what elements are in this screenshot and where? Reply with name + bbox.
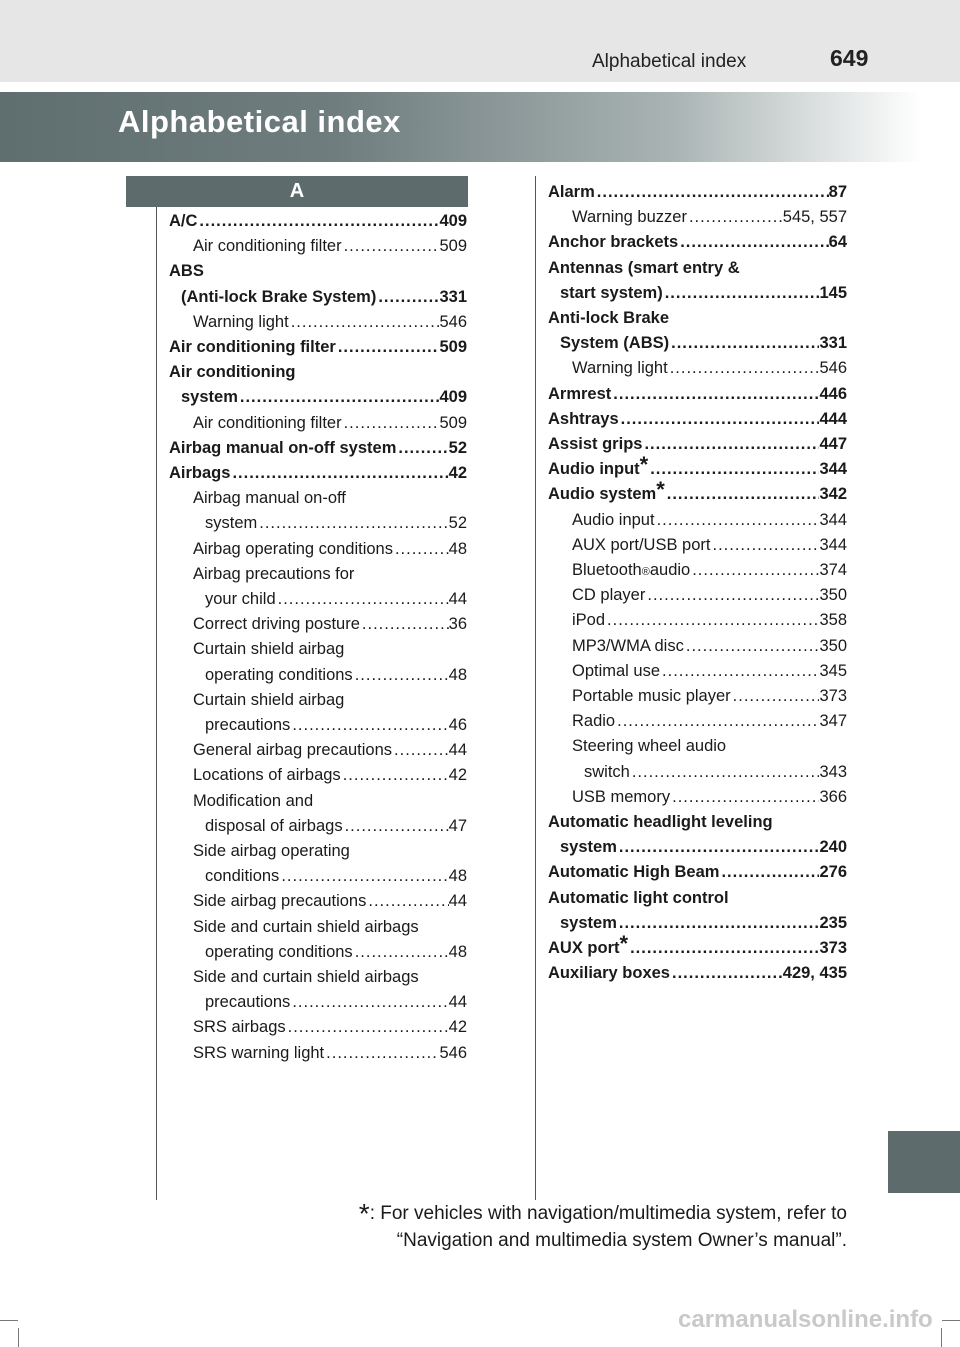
entry-page-number: 347 xyxy=(819,712,847,731)
entry-page-number: 342 xyxy=(819,485,847,504)
index-entry xyxy=(169,461,467,486)
entry-label: Modification and xyxy=(193,791,314,810)
leader-dots xyxy=(719,860,819,885)
index-entry xyxy=(193,411,467,436)
entry-page-number: 366 xyxy=(819,787,847,806)
index-entry xyxy=(193,738,467,763)
entry-page-number: 447 xyxy=(819,435,847,453)
entry-label: Air conditioning filter xyxy=(169,338,336,356)
index-entry xyxy=(193,1015,467,1040)
index-entry xyxy=(193,486,467,511)
leader-dots xyxy=(336,335,440,360)
entry-page-number: 48 xyxy=(448,539,467,558)
index-entry xyxy=(205,663,467,688)
entry-label: Airbags xyxy=(169,464,231,482)
index-entry xyxy=(572,785,847,810)
entry-page-number: 546 xyxy=(439,312,467,331)
footnote xyxy=(300,1200,847,1254)
entry-label: Curtain shield airbag xyxy=(193,640,345,659)
entry-label: USB memory xyxy=(572,787,671,806)
entry-page-number: 446 xyxy=(819,384,847,403)
index-entry xyxy=(181,285,467,310)
entry-page-number: 509 xyxy=(439,413,467,432)
entry-page-number: 331 xyxy=(439,287,467,306)
index-entry xyxy=(169,335,467,360)
entry-label: Auxiliary boxes xyxy=(548,964,670,983)
leader-dots xyxy=(376,285,439,310)
column-divider-left xyxy=(156,207,157,1200)
entry-label: Audio system xyxy=(548,485,657,504)
entry-label: SRS airbags xyxy=(193,1018,286,1037)
index-entry xyxy=(193,889,467,914)
entry-label: MP3/WMA disc xyxy=(572,636,684,655)
index-entry xyxy=(193,789,467,814)
index-entry: Audio input * ..... 344 xyxy=(548,457,847,482)
entry-label: Airbag manual on-off system xyxy=(169,438,397,457)
entry-page-number: 47 xyxy=(448,816,467,835)
leader-dots xyxy=(731,684,820,709)
leader-dots xyxy=(353,663,449,688)
footnote-asterisk: * xyxy=(358,1198,370,1229)
index-entry xyxy=(548,382,847,407)
section-thumb-tab xyxy=(888,1131,960,1193)
entry-page-number: 345 xyxy=(819,661,847,680)
index-entry xyxy=(205,587,467,612)
leader-dots xyxy=(595,180,829,205)
leader-dots xyxy=(670,961,783,986)
entry-label: your child xyxy=(205,590,276,608)
entry-page-number: 546 xyxy=(819,359,847,378)
leader-dots xyxy=(342,234,440,259)
entry-page-number: 358 xyxy=(819,611,847,630)
watermark: carmanualsonline.info xyxy=(678,1306,933,1333)
index-entry xyxy=(205,713,467,738)
entry-page-number: 44 xyxy=(448,993,467,1012)
entry-label: Correct driving posture xyxy=(193,615,360,634)
leader-dots xyxy=(663,281,820,306)
entry-label: conditions xyxy=(205,867,280,886)
entry-label: Armrest xyxy=(548,384,612,403)
index-entry: Audio system * ..... 342 xyxy=(548,482,847,507)
index-entry xyxy=(548,432,847,457)
entry-label: Steering wheel audio xyxy=(572,737,727,756)
entry-label: AUX port xyxy=(548,939,620,957)
entry-page-number: 344 xyxy=(819,510,847,529)
index-entry xyxy=(205,511,467,536)
crop-mark xyxy=(942,1320,960,1321)
crop-mark xyxy=(0,1320,18,1321)
index-entry xyxy=(548,180,847,205)
entry-page-number: 350 xyxy=(819,636,847,655)
index-entry xyxy=(548,810,847,835)
leader-dots xyxy=(684,634,820,659)
index-entry xyxy=(572,659,847,684)
leader-dots xyxy=(648,457,819,482)
entry-label: Automatic headlight leveling xyxy=(548,813,773,831)
entry-label: Air conditioning filter xyxy=(193,237,342,256)
entry-label: SRS warning light xyxy=(193,1043,325,1062)
entry-page-number: 331 xyxy=(819,334,847,353)
entry-page-number: 374 xyxy=(819,561,847,579)
entry-page-number: 429, 435 xyxy=(782,964,847,983)
entry-page-number: 36 xyxy=(448,615,467,634)
entry-page-number: 373 xyxy=(819,939,847,957)
index-entry xyxy=(193,637,467,662)
entry-page-number: 276 xyxy=(819,863,847,882)
entry-page-number: 145 xyxy=(819,283,847,302)
leader-dots xyxy=(690,558,819,583)
entry-label: operating conditions xyxy=(205,665,353,684)
index-entry xyxy=(572,533,847,558)
entry-label: Ashtrays xyxy=(548,409,619,428)
entry-label: system xyxy=(205,514,258,533)
index-entry xyxy=(548,886,847,911)
entry-label-suffix: audio xyxy=(649,561,691,579)
entry-label: Assist grips xyxy=(548,435,643,453)
leader-dots xyxy=(619,407,820,432)
index-entry xyxy=(205,864,467,889)
index-entry xyxy=(584,760,847,785)
leader-dots xyxy=(279,864,448,889)
entry-label: Bluetooth xyxy=(572,561,642,579)
section-letter-header: A xyxy=(126,176,468,207)
leader-dots xyxy=(393,537,449,562)
index-entry xyxy=(572,356,847,381)
entry-label: disposal of airbags xyxy=(205,816,343,835)
index-entry xyxy=(193,234,467,259)
page-number: 649 xyxy=(830,45,869,71)
index-entry xyxy=(193,688,467,713)
index-entry xyxy=(193,562,467,587)
entry-label: Locations of airbags xyxy=(193,766,341,785)
entry-label: Air conditioning filter xyxy=(193,413,342,432)
entry-label: Warning buzzer xyxy=(572,208,687,227)
entry-label: system xyxy=(181,388,238,407)
index-entry xyxy=(169,436,467,461)
index-entry: Bluetooth ® audio ..... 374 xyxy=(572,558,847,583)
index-entry xyxy=(169,360,467,385)
entry-page-number: 42 xyxy=(448,1018,467,1037)
entry-page-number: 344 xyxy=(819,535,847,554)
title-banner xyxy=(0,92,960,162)
entry-label: (Anti-lock Brake System) xyxy=(181,287,377,306)
leader-dots xyxy=(257,511,448,536)
entry-page-number: 235 xyxy=(819,913,847,932)
entry-label: CD player xyxy=(572,586,646,605)
index-entry xyxy=(548,860,847,885)
index-entry xyxy=(572,684,847,709)
entry-label: Side and curtain shield airbags xyxy=(193,917,419,936)
index-entry xyxy=(169,209,467,234)
entry-page-number: 48 xyxy=(448,867,467,886)
leader-dots xyxy=(665,482,820,507)
index-entry xyxy=(572,205,847,230)
entry-label: Audio input xyxy=(548,460,640,479)
leader-dots xyxy=(290,713,448,738)
leader-dots xyxy=(710,533,819,558)
entry-page-number: 545, 557 xyxy=(782,208,847,227)
leader-dots xyxy=(230,461,448,486)
index-entry xyxy=(548,407,847,432)
index-entry xyxy=(560,281,847,306)
leader-dots xyxy=(660,659,819,684)
index-entry xyxy=(169,259,467,284)
page-title: Alphabetical index xyxy=(118,104,401,139)
leader-dots xyxy=(642,432,819,457)
entry-page-number: 373 xyxy=(819,687,847,705)
index-entry xyxy=(572,634,847,659)
entry-label: Airbag manual on-off xyxy=(193,489,346,508)
entry-page-number: 52 xyxy=(448,514,467,533)
leader-dots xyxy=(630,760,820,785)
entry-page-number: 240 xyxy=(819,838,847,857)
running-title: Alphabetical index xyxy=(592,51,747,72)
leader-dots xyxy=(687,205,783,230)
leader-dots xyxy=(286,1015,449,1040)
entry-label: system xyxy=(560,838,617,857)
entry-page-number: 546 xyxy=(439,1043,467,1062)
leader-dots xyxy=(645,583,819,608)
index-entry xyxy=(572,734,847,759)
index-entry xyxy=(193,763,467,788)
entry-label: Side and curtain shield airbags xyxy=(193,968,419,986)
entry-label: Alarm xyxy=(548,183,595,201)
crop-mark xyxy=(941,1328,942,1347)
entry-page-number: 48 xyxy=(448,665,467,684)
entry-page-number: 44 xyxy=(448,741,467,760)
index-entry xyxy=(560,911,847,936)
column-divider-middle xyxy=(535,176,536,1200)
entry-label: Warning light xyxy=(572,359,668,378)
entry-label: Airbag operating conditions xyxy=(193,539,393,558)
entry-page-number: 42 xyxy=(448,766,467,785)
index-entry xyxy=(205,990,467,1015)
entry-label: Radio xyxy=(572,712,616,731)
entry-page-number: 350 xyxy=(819,586,847,605)
entry-page-number: 44 xyxy=(448,590,467,608)
entry-label: Automatic light control xyxy=(548,888,729,907)
leader-dots xyxy=(670,785,819,810)
entry-label: Airbag precautions for xyxy=(193,564,355,583)
leader-dots xyxy=(678,230,828,255)
entry-label: General airbag precautions xyxy=(193,741,393,760)
leader-dots xyxy=(668,356,820,381)
index-entry xyxy=(560,331,847,356)
entry-label: system xyxy=(560,913,617,932)
entry-label: ABS xyxy=(169,262,204,281)
entry-label: Anti-lock Brake xyxy=(548,309,670,327)
page-header xyxy=(0,0,960,82)
footnote-line-1: : For vehicles with navigation/multimedia system, refer to xyxy=(369,1203,847,1224)
leader-dots xyxy=(341,763,449,788)
crop-mark xyxy=(18,1328,19,1347)
footnote-line-2: “Navigation and multimedia system Owner’s manual”. xyxy=(396,1230,847,1251)
leader-dots xyxy=(617,835,820,860)
entry-label: Curtain shield airbag xyxy=(193,690,345,709)
index-entry xyxy=(181,385,467,410)
entry-label: Side airbag precautions xyxy=(193,892,367,911)
index-entry xyxy=(572,583,847,608)
leader-dots xyxy=(353,940,449,965)
index-entry xyxy=(548,306,847,331)
leader-dots xyxy=(605,608,819,633)
entry-label: operating conditions xyxy=(205,942,353,961)
entry-label: iPod xyxy=(572,611,606,630)
entry-page-number: 44 xyxy=(448,892,467,911)
leader-dots xyxy=(655,508,820,533)
index-entry xyxy=(193,1041,467,1066)
index-entry xyxy=(572,608,847,633)
index-entry xyxy=(572,709,847,734)
entry-page-number: 409 xyxy=(439,212,467,230)
entry-label: switch xyxy=(584,762,630,781)
leader-dots xyxy=(366,889,448,914)
index-entry xyxy=(572,508,847,533)
entry-label: precautions xyxy=(205,993,291,1012)
leader-dots xyxy=(611,382,819,407)
index-entry xyxy=(193,310,467,335)
entry-page-number: 509 xyxy=(439,338,467,356)
leader-dots xyxy=(290,990,448,1015)
entry-page-number: 64 xyxy=(828,233,847,252)
entry-label: Audio input xyxy=(572,510,655,529)
leader-dots xyxy=(197,209,439,234)
entry-page-number: 48 xyxy=(448,942,467,961)
leader-dots xyxy=(360,612,449,637)
index-entry: AUX port * ..... 373 xyxy=(548,936,847,961)
index-entry xyxy=(193,612,467,637)
index-entry xyxy=(548,230,847,255)
index-entry xyxy=(193,537,467,562)
entry-label: Warning light xyxy=(193,312,289,331)
entry-label: Optimal use xyxy=(572,661,661,680)
leader-dots xyxy=(392,738,449,763)
leader-dots xyxy=(617,911,820,936)
entry-label: Air conditioning xyxy=(169,363,296,382)
entry-page-number: 509 xyxy=(439,237,467,256)
index-entry xyxy=(548,961,847,986)
entry-page-number: 409 xyxy=(439,388,467,407)
entry-page-number: 344 xyxy=(819,460,847,479)
entry-label: Antennas (smart entry & xyxy=(548,258,740,277)
leader-dots xyxy=(342,411,440,436)
entry-page-number: 52 xyxy=(448,438,467,457)
entry-label: System (ABS) xyxy=(560,334,670,353)
leader-dots xyxy=(628,936,819,961)
entry-page-number: 42 xyxy=(448,464,467,482)
entry-page-number: 343 xyxy=(819,762,847,781)
index-entry xyxy=(193,915,467,940)
entry-label: A/C xyxy=(169,212,198,230)
leader-dots xyxy=(343,814,449,839)
entry-label: Anchor brackets xyxy=(548,233,679,252)
leader-dots xyxy=(669,331,819,356)
entry-label: start system) xyxy=(560,283,663,302)
entry-label: Portable music player xyxy=(572,687,731,705)
leader-dots xyxy=(276,587,449,612)
index-entry xyxy=(193,839,467,864)
index-entry xyxy=(560,835,847,860)
entry-page-number: 46 xyxy=(448,716,467,734)
index-entry xyxy=(205,940,467,965)
entry-label: Automatic High Beam xyxy=(548,863,720,882)
entry-label: precautions xyxy=(205,716,291,734)
leader-dots xyxy=(615,709,819,734)
entry-label: AUX port/USB port xyxy=(572,535,711,554)
entry-label: Side airbag operating xyxy=(193,842,350,860)
entry-page-number: 444 xyxy=(819,409,847,428)
leader-dots xyxy=(324,1041,439,1066)
leader-dots xyxy=(238,385,440,410)
entry-page-number: 87 xyxy=(828,183,847,201)
index-entry xyxy=(205,814,467,839)
leader-dots xyxy=(289,310,440,335)
index-entry xyxy=(193,965,467,990)
leader-dots xyxy=(396,436,448,461)
index-entry xyxy=(548,256,847,281)
